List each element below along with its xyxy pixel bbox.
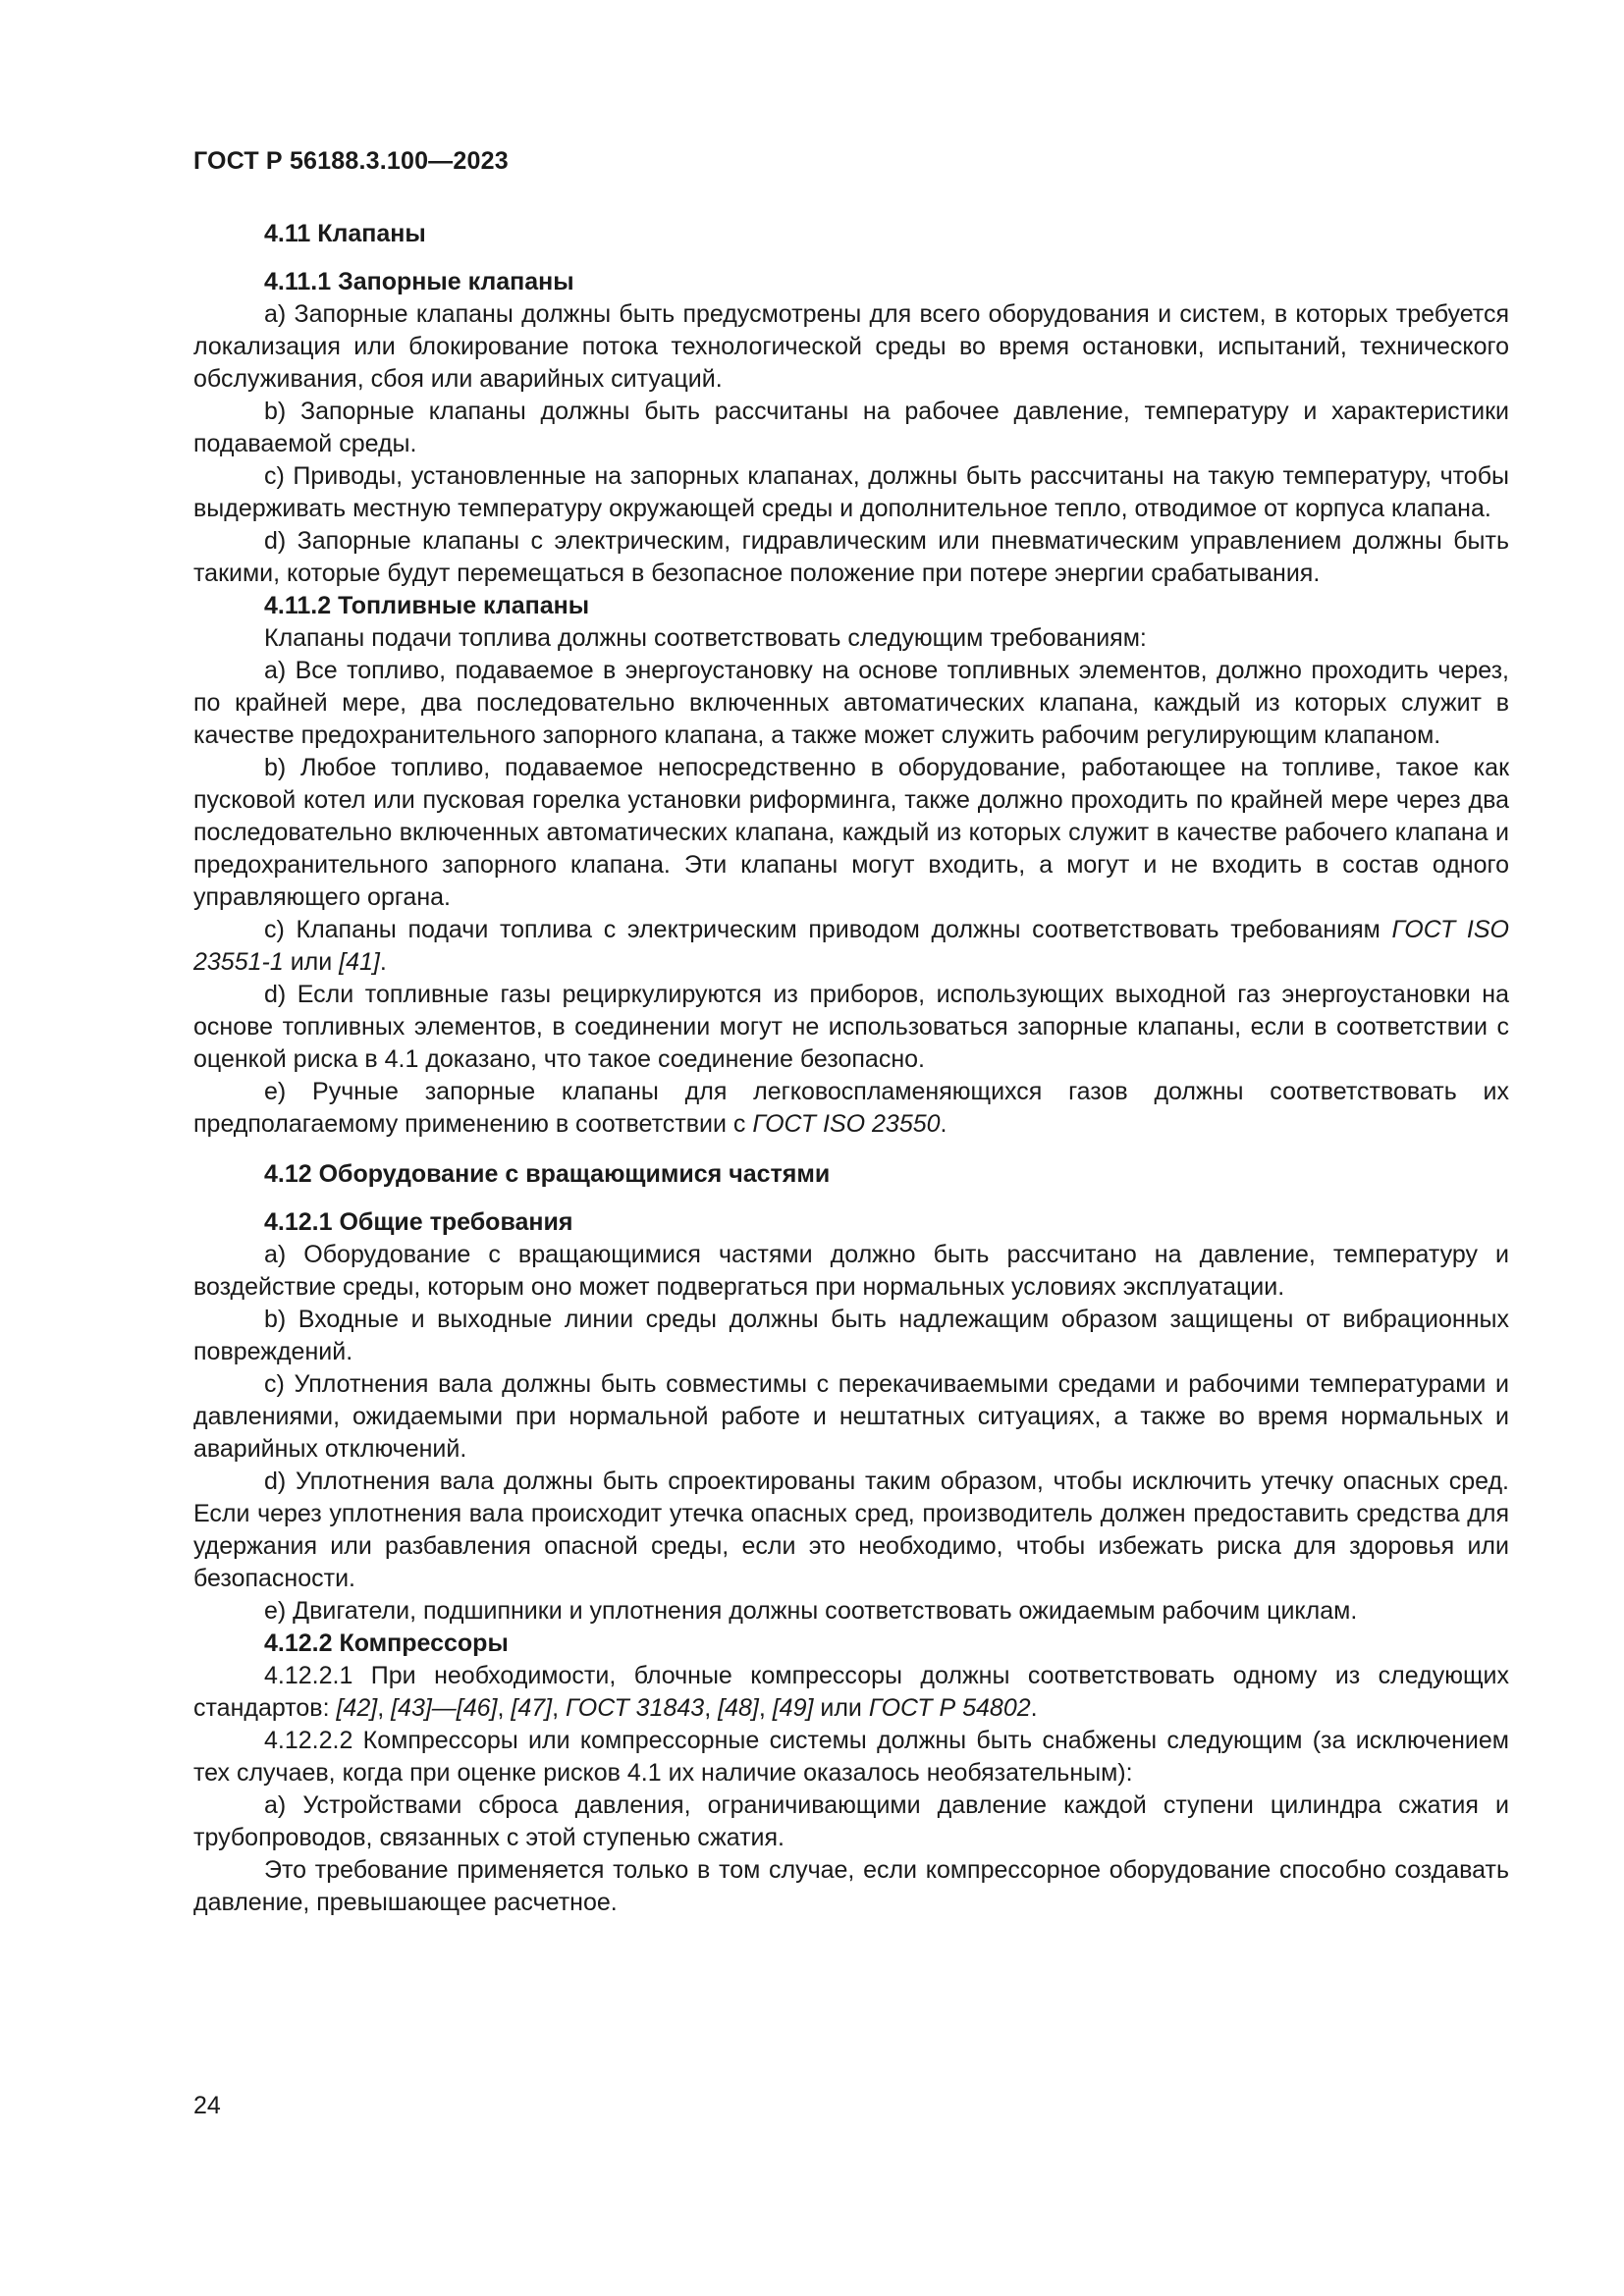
text: ,	[497, 1694, 512, 1722]
standard-reference: ГОСТ ISO 23550	[752, 1110, 941, 1138]
bibliography-reference: [41]	[339, 948, 380, 976]
section-heading-4-12: 4.12 Оборудование с вращающимися частями	[264, 1160, 831, 1188]
text: ,	[377, 1694, 392, 1722]
paragraph-4-12-2-2-a: а) Устройствами сброса давления, ограничивающими давление каждой ступени цилиндра сжатия и трубопроводов, связанных с этой ступенью сжатия.	[193, 1791, 1509, 1851]
paragraph-4-12-1-d: d) Уплотнения вала должны быть спроектированы таким образом, чтобы исключить утечку опасных сред. Если через уплотнения вала происходит утечка опасных сред, производитель должен предоставить средства для удержания или разбавления опасной среды, если это необходимо, чтобы избежать риска для здоровья или безопасности.	[193, 1468, 1509, 1592]
text: .	[940, 1110, 947, 1138]
page-number: 24	[193, 2092, 221, 2119]
paragraph-4-12-1-e: е) Двигатели, подшипники и уплотнения должны соответствовать ожидаемым рабочим циклам.	[264, 1597, 1358, 1625]
paragraph-4-11-1-d: d) Запорные клапаны с электрическим, гидравлическим или пневматическим управлением должны быть такими, которые будут перемещаться в безопасное положение при потере энергии срабатывания.	[193, 527, 1509, 587]
text: ,	[758, 1694, 773, 1722]
document-body	[193, 218, 1509, 1919]
paragraph-4-12-1-b: b) Входные и выходные линии среды должны быть надлежащим образом защищены от вибрационных повреждений.	[193, 1306, 1509, 1365]
paragraph-4-11-1-b: b) Запорные клапаны должны быть рассчитаны на рабочее давление, температуру и характеристики подаваемой среды.	[193, 398, 1509, 457]
standard-reference: ГОСТ 31843	[566, 1694, 705, 1722]
text: .	[379, 948, 387, 976]
section-heading-4-11: 4.11 Клапаны	[264, 220, 426, 247]
text: или	[813, 1694, 869, 1722]
standard-reference: ГОСТ Р 54802	[868, 1694, 1031, 1722]
bibliography-reference: [49]	[772, 1694, 814, 1722]
text: е) Ручные запорные клапаны для легковоспламеняющихся газов должны соответствовать их предполагаемому применению в соответствии с	[193, 1078, 1509, 1138]
document-header: ГОСТ Р 56188.3.100—2023	[193, 147, 509, 175]
paragraph-4-11-2-c	[193, 914, 1509, 979]
subsection-heading-4-11-1: 4.11.1 Запорные клапаны	[264, 268, 574, 295]
text: 4.12.2.1 При необходимости, блочные компрессоры должны соответствовать одному из следующих стандартов:	[193, 1662, 1509, 1722]
paragraph-4-12-2-2: 4.12.2.2 Компрессоры или компрессорные системы должны быть снабжены следующим (за исключением тех случаев, когда при оценке рисков 4.1 их наличие оказалось необязательным):	[193, 1727, 1509, 1787]
paragraph-4-11-2-a: а) Все топливо, подаваемое в энергоустановку на основе топливных элементов, должно проходить через, по крайней мере, два последовательно включенных автоматических клапана, каждый из которых служит в качестве предохранительного запорного клапана, а также может служить рабочим регулирующим клапаном.	[193, 657, 1509, 749]
bibliography-reference: [43]—[46]	[391, 1694, 498, 1722]
paragraph-4-11-1-c: с) Приводы, установленные на запорных клапанах, должны быть рассчитаны на такую температуру, чтобы выдерживать местную температуру окружающей среды и дополнительное тепло, отводимое от корпуса клапана.	[193, 462, 1509, 522]
text: с) Клапаны подачи топлива с электрическим приводом должны соответствовать требованиям	[264, 916, 1392, 943]
paragraph-4-11-2-b: b) Любое топливо, подаваемое непосредственно в оборудование, работающее на топливе, такое как пусковой котел или пусковая горелка установки риформинга, также должно проходить по крайней мере через два последовательно включенных автоматических клапана, каждый из которых служит в качестве рабочего клапана и предохранительного запорного клапана. Эти клапаны могут входить, а могут и не входить в состав одного управляющего органа.	[193, 754, 1509, 911]
paragraph-4-12-2-2-note: Это требование применяется только в том случае, если компрессорное оборудование способно создавать давление, превышающее расчетное.	[193, 1856, 1509, 1916]
paragraph-4-12-1-c: с) Уплотнения вала должны быть совместимы с перекачиваемыми средами и рабочими температурами и давлениями, ожидаемыми при нормальной работе и нештатных ситуациях, а также во время нормальных и аварийных отключений.	[193, 1370, 1509, 1463]
text: ,	[552, 1694, 567, 1722]
subsection-heading-4-12-1: 4.12.1 Общие требования	[264, 1208, 573, 1236]
subsection-heading-4-11-2: 4.11.2 Топливные клапаны	[264, 592, 590, 619]
paragraph-4-11-2-d: d) Если топливные газы рециркулируются из приборов, использующих выходной газ энергоустановки на основе топливных элементов, в соединении могут не использоваться запорные клапаны, если в соответствии с оценкой риска в 4.1 доказано, что такое соединение безопасно.	[193, 981, 1509, 1073]
standard-reference: ГОСТ ISO 23551-1	[193, 916, 1509, 976]
bibliography-reference: [47]	[511, 1694, 553, 1722]
paragraph-4-12-2-1	[193, 1660, 1509, 1725]
text: или	[283, 948, 340, 976]
paragraph-4-11-2-e	[193, 1076, 1509, 1141]
bibliography-reference: [42]	[336, 1694, 378, 1722]
text: .	[1030, 1694, 1038, 1722]
subsection-heading-4-12-2: 4.12.2 Компрессоры	[264, 1629, 509, 1657]
text: ,	[704, 1694, 719, 1722]
paragraph-4-11-2-intro: Клапаны подачи топлива должны соответствовать следующим требованиям:	[264, 624, 1147, 652]
bibliography-reference: [48]	[718, 1694, 759, 1722]
paragraph-4-11-1-a: а) Запорные клапаны должны быть предусмотрены для всего оборудования и систем, в которых требуется локализация или блокирование потока технологической среды во время остановки, испытаний, технического обслуживания, сбоя или аварийных ситуаций.	[193, 300, 1509, 393]
paragraph-4-12-1-a: а) Оборудование с вращающимися частями должно быть рассчитано на давление, температуру и воздействие среды, которым оно может подвергаться при нормальных условиях эксплуатации.	[193, 1241, 1509, 1301]
